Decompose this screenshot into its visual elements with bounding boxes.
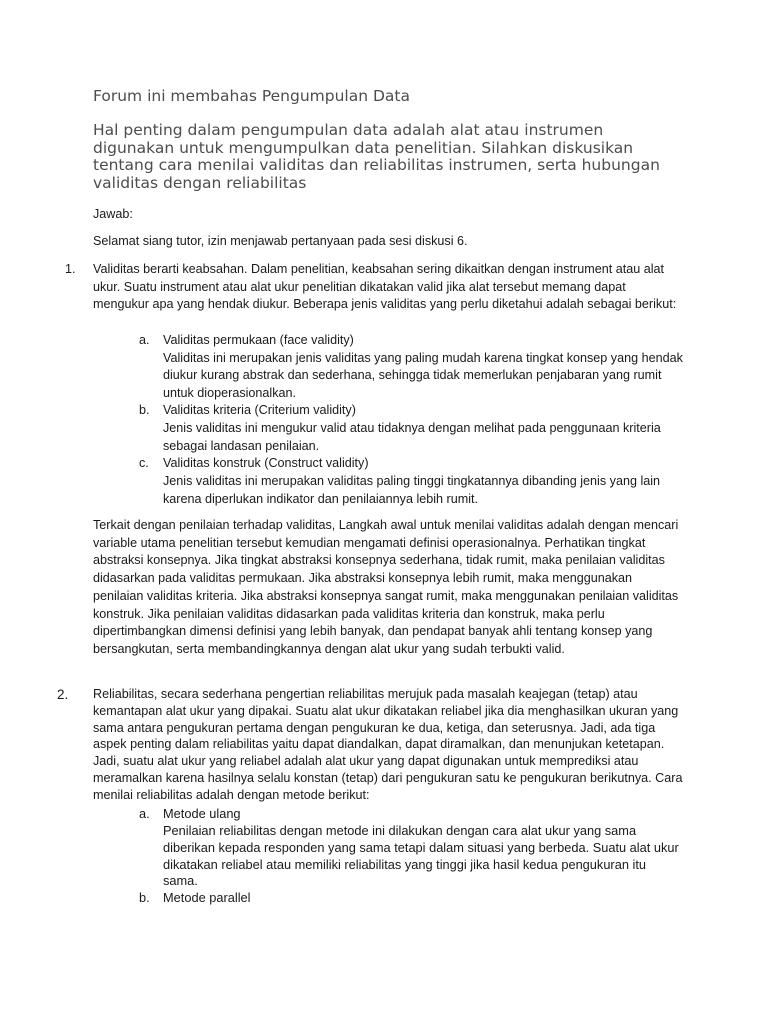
item1-sub-letter-a: a.: [139, 333, 150, 347]
item1-text: Validitas berarti keabsahan. Dalam penelitian, keabsahan sering dikaitkan dengan instrument atau alat ukur. Suatu instrument atau alat ukur penelitian dikatakan valid jika alat tersebut memang dapat mengukur apa yang hendak diukur. Beberapa jenis validitas yang perlu diketahui adalah sebagai berikut:: [93, 262, 677, 312]
item1-sub-text-c: Jenis validitas ini merupakan validitas paling tinggi tingkatannya dibanding jenis yang lain karena diperlukan indikator dan penilaiannya lebih rumit.: [163, 474, 661, 506]
list-number-2: 2.: [57, 687, 69, 702]
item2-sub-heading-b: Metode parallel: [163, 890, 251, 905]
item2-sub-heading-a: Metode ulang: [163, 806, 241, 821]
greeting-text: Selamat siang tutor, izin menjawab pertanyaan pada sesi diskusi 6.: [93, 234, 468, 248]
item1-sub-text-a: Validitas ini merupakan jenis validitas yang paling mudah karena tingkat konsep yang hendak diukur kurang abstrak dan sederhana, sehingga tidak memerlukan penjabaran yang rumit untuk dioperasionalkan.: [163, 350, 683, 400]
item1-sub-letter-b: b.: [139, 403, 150, 417]
item1-sub-heading-c: Validitas konstruk (Construct validity): [163, 456, 369, 470]
list-number-1: 1.: [65, 262, 76, 276]
item1-sub-letter-c: c.: [139, 456, 149, 470]
item2-text: Reliabilitas, secara sederhana pengertian reliabilitas merujuk pada masalah keajegan (tetap) atau kemantapan alat ukur yang dipakai. Suatu alat ukur dikatakan reliabel jika dia menghasilkan ukuran yang sama antara pengukuran pertama dengan pengukuran ke dua, ketiga, dan seterusnya. Jadi, ada tiga aspek penting dalam reliabilitas yaitu dapat diandalkan, dapat diramalkan, dan menunjukan ketetapan. Jadi, suatu alat ukur yang reliabel adalah alat ukur yang dapat digunakan untuk memprediksi atau meramalkan karena hasilnya selalu konstan (tetap) dari pengukuran satu ke pengukuran berikutnya. Cara menilai reliabilitas adalah dengan metode berikut:: [93, 687, 683, 802]
forum-question: Hal penting dalam pengumpulan data adalah alat atau instrumen digunakan untuk mengumpulkan data penelitian. Silahkan diskusikan tentang cara menilai validitas dan reliabilitas instrumen, serta hubungan validitas dengan reliabilitas: [93, 121, 660, 192]
item1-sub-heading-b: Validitas kriteria (Criterium validity): [163, 403, 356, 417]
forum-title: Forum ini membahas Pengumpulan Data: [93, 87, 410, 105]
answer-label: Jawab:: [93, 207, 133, 221]
item1-sub-text-b: Jenis validitas ini mengukur valid atau tidaknya dengan melihat pada penggunaan kriteria sebagai landasan penilaian.: [163, 421, 661, 453]
item1-sub-heading-a: Validitas permukaan (face validity): [163, 333, 354, 347]
item2-sub-letter-b: b.: [139, 890, 150, 905]
item1-paragraph: Terkait dengan penilaian terhadap validitas, Langkah awal untuk menilai validitas adalah dengan mencari variable utama penelitian tersebut kemudian mengamati definisi operasionalnya. Perhatikan tingkat abstraksi konsepnya. Jika tingkat abstraksi konsepnya sederhana, tidak rumit, maka penilaian validitas didasarkan pada validitas permukaan. Jika abstraksi konsepnya lebih rumit, maka menggunakan penilaian validitas kriteria. Jika abstraksi konsepnya sangat rumit, maka menggunakan penilaian validitas konstruk. Jika penilaian validitas didasarkan pada validitas kriteria dan konstruk, maka perlu dipertimbangkan dimensi definisi yang lebih banyak, dan pendapat banyak ahli tentang konsep yang bersangkutan, serta membandingkannya dengan alat ukur yang sudah terbukti valid.: [93, 518, 679, 656]
item2-sub-letter-a: a.: [139, 806, 150, 821]
item2-sub-text-a: Penilaian reliabilitas dengan metode ini dilakukan dengan cara alat ukur yang sama diberikan kepada responden yang sama tetapi dalam situasi yang berbeda. Suatu alat ukur dikatakan reliabel atau memiliki reliabilitas yang tinggi jika hasil kedua pengukuran itu sama.: [163, 823, 679, 889]
